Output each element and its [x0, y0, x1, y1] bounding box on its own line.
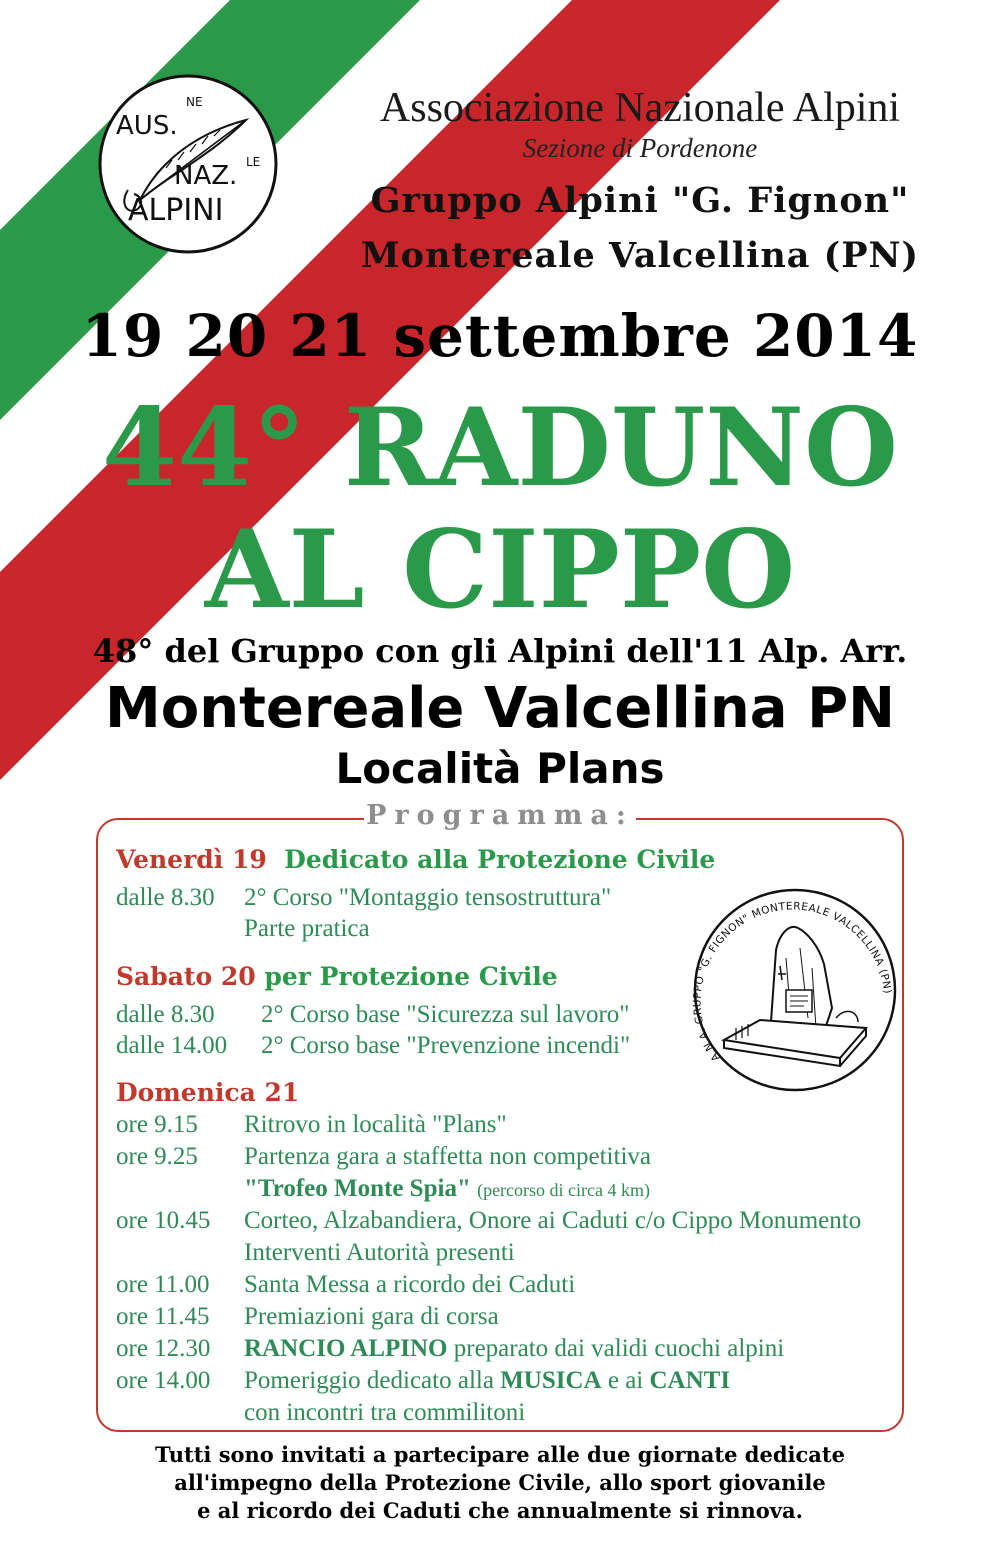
item-time: dalle 14.00: [116, 1032, 228, 1059]
ana-feather-logo-icon: [96, 72, 280, 256]
footer-line: Tutti sono invitati a partecipare alle due giornate dedicate: [155, 1442, 845, 1467]
logo-text-naz: NAZ.: [174, 161, 238, 191]
item-time: ore 9.15: [116, 1111, 198, 1138]
item-time: ore 14.00: [116, 1367, 211, 1394]
logo-text-aus: AUS.: [116, 111, 178, 141]
list-item: [116, 1303, 499, 1331]
item-text: e ai: [607, 1367, 644, 1394]
item-text: 2° Corso "Montaggio tensostruttura": [244, 884, 612, 911]
sunday-day: Domenica 21: [116, 1078, 300, 1107]
list-item: [116, 1175, 650, 1203]
item-text: Partenza gara a staffetta non competitiva: [244, 1143, 651, 1170]
item-bold: RANCIO ALPINO: [244, 1335, 448, 1362]
cippo-monument-icon: [690, 888, 900, 1093]
logo-right-text: A.N.A. GRUPPO "G. FIGNON" MONTEREALE VALCELLINA (PN): [691, 900, 894, 1064]
item-text: Ritrovo in località "Plans": [244, 1111, 507, 1138]
saturday-day: Sabato 20: [116, 962, 256, 991]
saturday-heading: [116, 962, 558, 991]
item-bold: CANTI: [649, 1367, 731, 1394]
item-time: dalle 8.30: [116, 1001, 215, 1028]
saturday-theme: per Protezione Civile: [264, 962, 558, 991]
list-item: [116, 1032, 630, 1060]
item-text: 2° Corso base "Prevenzione incendi": [261, 1032, 631, 1059]
item-text: Interventi Autorità presenti: [244, 1239, 515, 1266]
logo-text-alpini: ALPINI: [128, 193, 224, 228]
item-time: dalle 8.30: [116, 884, 215, 911]
list-item: [116, 1207, 861, 1235]
list-item: [116, 1111, 507, 1139]
item-time: ore 11.45: [116, 1303, 210, 1330]
item-text: preparato dai validi cuochi alpini: [453, 1335, 785, 1362]
list-item: [116, 1367, 730, 1395]
footer-line: e al ricordo dei Caduti che annualmente si rinnova.: [197, 1498, 803, 1523]
group-name: Gruppo Alpini "G. Fignon": [370, 180, 910, 221]
event-locality: Località Plans: [335, 744, 665, 793]
logo-text-le: LE: [246, 155, 261, 169]
friday-theme: Dedicato alla Protezione Civile: [284, 845, 716, 874]
association-name: Associazione Nazionale Alpini: [379, 85, 901, 131]
logo-text-ne: NE: [186, 95, 203, 109]
list-item: [116, 884, 611, 912]
event-subtitle: 48° del Gruppo con gli Alpini dell'11 Alp. Arr.: [92, 632, 908, 670]
list-item: [116, 1335, 784, 1363]
list-item: [116, 1399, 525, 1427]
item-text: Parte pratica: [244, 915, 370, 942]
item-bold: MUSICA: [500, 1367, 602, 1394]
program-title: Programma:: [364, 800, 636, 831]
item-text: 2° Corso base "Sicurezza sul lavoro": [261, 1001, 630, 1028]
list-item: [116, 1271, 575, 1299]
item-bold: "Trofeo Monte Spia": [244, 1175, 471, 1202]
list-item: [116, 1143, 651, 1171]
item-time: ore 9.25: [116, 1143, 198, 1170]
event-town: Montereale Valcellina PN: [105, 676, 895, 741]
item-text: Santa Messa a ricordo dei Caduti: [244, 1271, 576, 1298]
event-dates: 19 20 21 settembre 2014: [81, 302, 919, 370]
sunday-heading: [116, 1078, 299, 1107]
item-text: Premiazioni gara di corsa: [244, 1303, 499, 1330]
item-time: ore 12.30: [116, 1335, 211, 1362]
item-note: (percorso di circa 4 km): [477, 1180, 651, 1200]
item-text: Pomeriggio dedicato alla: [244, 1367, 494, 1394]
footer-line: all'impegno della Protezione Civile, allo sport giovanile: [174, 1470, 826, 1495]
item-time: ore 10.45: [116, 1207, 211, 1234]
item-text: con incontri tra commilitoni: [244, 1399, 526, 1426]
list-item: [116, 1001, 630, 1029]
item-text: Corteo, Alzabandiera, Onore ai Caduti c/o Cippo Monumento: [244, 1207, 862, 1234]
event-title-line1: 44° RADUNO: [101, 385, 899, 511]
friday-day: Venerdì 19: [116, 845, 267, 874]
list-item: [116, 915, 370, 943]
group-place: Montereale Valcellina (PN): [360, 235, 920, 276]
friday-heading: [116, 845, 715, 874]
list-item: [116, 1239, 515, 1267]
section-name: Sezione di Pordenone: [522, 133, 758, 163]
event-title-line2: AL CIPPO: [204, 507, 796, 633]
item-time: ore 11.00: [116, 1271, 210, 1298]
